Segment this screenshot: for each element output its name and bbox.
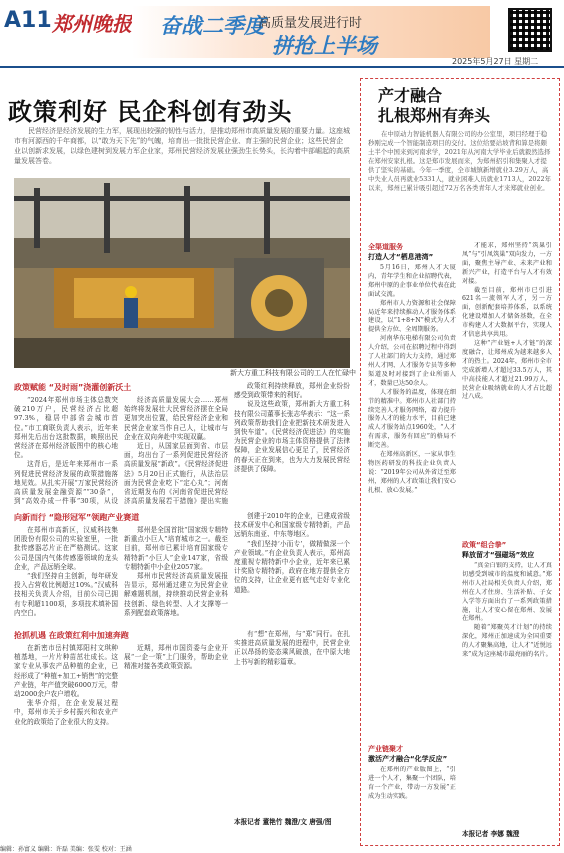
paper-logo: 郑州晚报 bbox=[52, 12, 132, 36]
photo-caption: 新大方重工科技有限公司的工人在忙碌中 bbox=[230, 369, 356, 377]
paragraph: 说及这些政策，郑州新大方重工科技有限公司董事长张志华表示：“这一系列政策帮助我们企业把新技术研发进入到快车道”。《民营经济促进法》的实施为民营企业的市场主体资格提供了法律保障，企业发展信心更足了，民营经济的春天正在到来，也为大力发展民营经济提供了保障。 bbox=[234, 400, 350, 473]
paragraph: 在郑州高新区，一家从事生物医药研发的科技企业负责人说：“2019年公司从外省迁至郑州，郑州的人才政策让我们安心扎根、放心发展。” bbox=[368, 451, 456, 494]
sec2-col2 bbox=[124, 526, 228, 624]
side-headline-2: 扎根郑州有奔头 bbox=[378, 106, 491, 125]
side-headline-1: 产才融合 bbox=[378, 86, 443, 105]
sec2-col1 bbox=[14, 526, 118, 624]
paragraph: 有“想”在郑州，与“郑”同行。在扎实推进高质量发展的进程中，民营企业正以昂扬的姿态乘风破浪，在中原大地上书写新的精彩篇章。 bbox=[234, 630, 350, 666]
side-section-3-title: 政策“组合拳” bbox=[462, 541, 507, 549]
sec1-col2 bbox=[124, 396, 228, 506]
header-rule bbox=[0, 66, 564, 68]
sec2-col3 bbox=[234, 512, 350, 624]
left-byline: 本报记者 董艳竹 魏澄/文 唐强/图 bbox=[234, 818, 332, 826]
banner-subtitle: 高质量发展进行时 bbox=[258, 16, 363, 31]
paragraph: 随着“郑聚英才计划”的持续深化，郑州正加速成为全国重要的人才聚集高地，让人才“近悦远来”成为这座城市最亮丽的名片。 bbox=[462, 624, 552, 659]
paragraph: 近日，从国家层面到省、市层面，均出台了一系列促进民营经济高质量发展“新政”。《民营经济促进法》5月20日正式施行，从法治层面为民营企业吃下“定心丸”；河南省近期发布的《河南省促进民营经济高质量发展若干措施》提出实施 bbox=[124, 442, 228, 506]
banner-line-2: 拼抢上半场 bbox=[272, 34, 377, 58]
paragraph: 这背后，是近年来郑州市一系列促进民营经济发展的政策措施落地见效。从扎实开展“万家民营经济高质量发展金融资源”“30条”，到“高效办成一件事”30项，从设 bbox=[14, 460, 118, 506]
side-lead: 在中原动力智能机器人有限公司的办公室里，项目经理于稳秒刚完成一个智能制造项目的交付。这位给要站坡背和算是将颇土半个中国来到河南求学，2021年从河南大学毕业后就毅然选择在郑州安家扎根。这是郑市发展而来，为郑州招引和集聚人才提供了坚实的基础。今年一季度，全市城镇新增就业3.29万人，高中失业人员再就业5331人，就业困难人员就业1713人，2022年以来，郑州已累计吸引超过72万名各类青年人才来郑就业创业。 bbox=[368, 130, 551, 192]
sec3-col2 bbox=[124, 644, 228, 840]
paragraph: 人才服务的温度，体现在细节的精准中。郑州市人社部门持续完善人才服务网络，着力提升服务人才的能力水平，目前已建成人才服务站点1960处，“人才有需求，服务有回应”的格局不断完善。 bbox=[368, 388, 456, 450]
side-byline: 本报记者 李娜 魏澄 bbox=[462, 830, 520, 838]
paragraph: 创建于2010年的企业，已建成省级技术研发中心和国家级专精特新，产品远销东南亚、中东等地区。 bbox=[234, 512, 350, 539]
sec3-col3 bbox=[234, 630, 350, 810]
paragraph: 在郑州的产业版图上，“引进一个人才，集聚一个团队，培育一个产业，带动一方发展”正成为生动实践。 bbox=[368, 766, 456, 800]
paragraph: 5月16日，郑州人才大厦内，青年学生和企业招聘代表，郑州中原的企事业单位代表在此面试交流。 bbox=[368, 264, 456, 298]
paragraph: 在郑州市高新区，汉威科技集团股份有限公司的实验室里，一批批传感器芯片正在严格测试。这家公司是国内气体传感器领域的龙头企业，产品远销全球。 bbox=[14, 526, 118, 571]
paragraph: “真金白银的支持，让人才真切感受到城市的温度和诚意。”郑州市人社局相关负责人介绍，郑州在人才住房、生活补贴、子女入学等方面出台了一系列政策措施，让人才安心留在郑州、发展在郑州。 bbox=[462, 562, 552, 623]
side-col1b bbox=[368, 766, 456, 840]
paragraph: 截至目前，郑州市已引进621名一流领军人才，另一方面，创新配套培养体系，以系统化建设增加人才储备基数，在全市构建人才大数据平台，实现人才信息共享共用。 bbox=[462, 286, 552, 339]
paragraph: “我们坚持‘小而专’，做精做深一个产业领域。”有企业负责人表示，郑州高度重视专精特新中小企业，近年来已累计奖励专精特新，政府在地方提供全方位的支持，让企业更有底气走好专业化道路。 bbox=[234, 539, 350, 594]
paragraph: “2024年郑州市场主体总数突破210万户，民营经济占比超97.3%，稳居中部省会城市首位。”市工商联负责人表示，近年来郑州先后出台这批数据，映照出民营经济在郑州经济版图中的核心地位。 bbox=[14, 396, 118, 460]
side-section-1-subtitle: 打造人才“栖息港湾” bbox=[368, 253, 434, 261]
paragraph: 郑州市人力资源和社会保障局近年来持续推动人才服务体系建设，以“1+8+N”模式为人才提供全方位、全周期服务。 bbox=[368, 299, 456, 334]
paragraph: 近期，郑州市国资委与企业开展“一企一策”上门服务，帮助企业精准对接各类政策资源。 bbox=[124, 644, 228, 671]
paragraph: 经济高质量发展大会……郑州始终将发展壮大民营经济摆在全局更加突出位置，给民营经济企业和民营企业家当作自己人，让城市与企业在双向奔赴中实现双赢。 bbox=[124, 396, 228, 441]
sec1-col1 bbox=[14, 396, 118, 506]
main-headline: 政策利好 民企科创有劲头 bbox=[8, 98, 293, 126]
section-1-title: 政策赋能 “及时雨”浇灌创新沃土 bbox=[14, 383, 132, 392]
side-section-2-title: 产业链聚才 bbox=[368, 745, 403, 753]
banner-line-1: 奋战二季度 bbox=[160, 14, 265, 38]
side-section-1-title: 全渠道服务 bbox=[368, 243, 403, 251]
paragraph: 郑州市民营经济高质量发展报告显示，郑州通过建立为民营企业解难题机制，持续推动民营企业科技创新、绿色转型、人才支撑等一系列配套政策落地。 bbox=[124, 572, 228, 617]
paragraph: 张华介绍，在企业发展过程中，郑州市关于乡村振兴和农业产业化的政策给了企业很大的支持。 bbox=[14, 699, 118, 726]
side-col1 bbox=[368, 264, 456, 684]
issue-date: 2025年5月27日 星期二 bbox=[452, 57, 539, 66]
paragraph: 河南华东电梯有限公司负责人介绍，公司在招聘过程中得到了人社部门的大力支持，通过郑州人才网、人才服务专员等多种渠道及时对接到了企业所需人才，数量已达50余人。 bbox=[368, 335, 456, 387]
sec3-col1 bbox=[14, 644, 118, 840]
section-3-title: 抢抓机遇 在政策红利中加速奔跑 bbox=[14, 631, 129, 640]
paragraph: 这种“产业链+人才链”的深度融合，让郑州成为越来越多人才的热土。2024年，郑州市全市完成新增人才超过33.5万人，其中高技能人才超过21.99万人，民营企业吸纳就业的人才占比超过八成。 bbox=[462, 339, 552, 401]
main-lead: 民营经济是经济发展的生力军，展现出较强的韧性与活力，是推动郑州市高质量发展的重要力量。这座城市有河源西的千年商都，以“敢为天下先”的气魄，培育出一批批民营企业、育主强的民营企业；这些民营企业以创新求发展，以绿色建树到发展力军企业家，郑州民营经济发展业强劲生长势头，长沟着中部崛起的高质量发展答卷。 bbox=[14, 127, 350, 165]
paragraph: 才能求，郑州坚持“筑巢引凤”与“引凤筑巢”双向发力，一方面，聚焦主导产业、未来产业和新兴产业，打造平台与人才有效对接。 bbox=[462, 242, 552, 285]
sec1-col3 bbox=[234, 382, 350, 506]
paragraph: 政策红利持续释放，郑州企业纷纷感受到政策带来的利好。 bbox=[234, 382, 350, 400]
section-2-title: 向新而行 “隐形冠军”领跑产业赛道 bbox=[14, 513, 140, 522]
paragraph: “我们坚持自主创新，每年研发投入占营收比例超过10%。”汉威科技相关负责人介绍，目前公司已拥有专利超1100项，多项技术填补国内空白。 bbox=[14, 572, 118, 617]
paragraph: 在新密市岳村镇郑阳村文琪种植基地，一片片种苗茁壮成长。这家专业从事农产品种植的企业，已经形成了“种植+加工+销售”的完整产业链，年产值突破6000万元，带动2000余户农户增收。 bbox=[14, 644, 118, 699]
page-number: A11 bbox=[4, 8, 52, 33]
page-footer: 编辑：孙富义 编辑：许磊 美编：张雯 校对：王涵 bbox=[0, 846, 132, 853]
side-col2 bbox=[462, 242, 552, 522]
side-col2b bbox=[462, 562, 552, 824]
factory-photo bbox=[14, 178, 350, 368]
side-section-3-subtitle: 释放留才“强磁场”效应 bbox=[462, 551, 535, 559]
paragraph: 郑州是全国首批“国家级专精特新重点小巨人”培育城市之一。截至目前，郑州市已累计培育国家级专精特新“小巨人”企业147家，省级专精特新中小企业2057家。 bbox=[124, 526, 228, 571]
qr-code-icon bbox=[508, 8, 552, 52]
side-section-2-subtitle: 激活产才融合“化学反应” bbox=[368, 755, 448, 763]
